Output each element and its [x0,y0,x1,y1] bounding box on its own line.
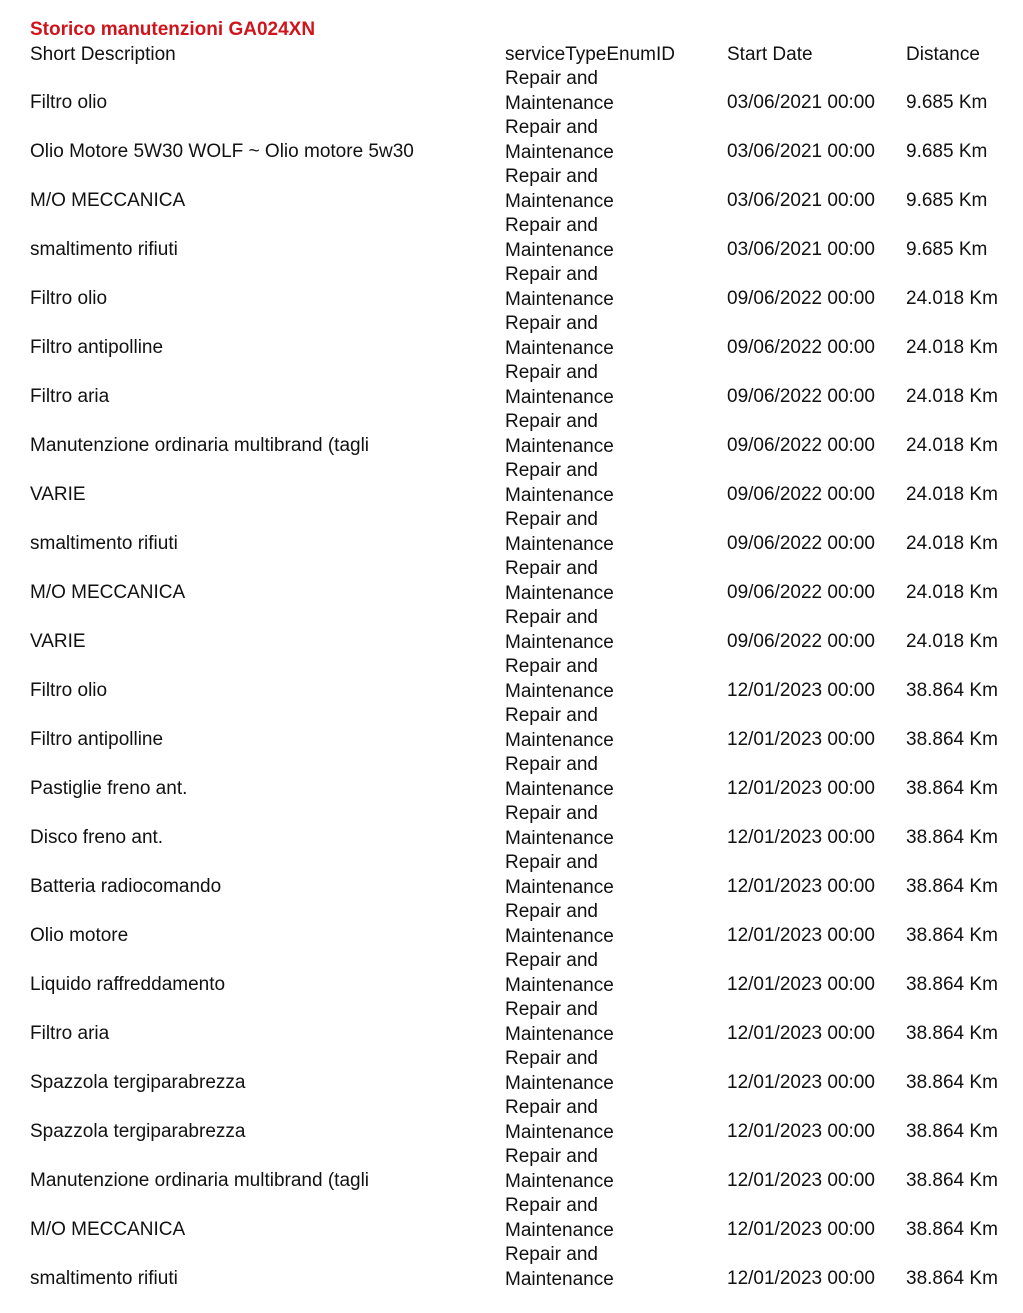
service-type-line-1: Repair and [505,754,598,775]
start-date-cell: 09/06/2022 00:00 [727,337,875,358]
service-type-line-2: Maintenance [505,239,614,261]
table-row [0,1145,1023,1194]
service-type-line-1: Repair and [505,1146,598,1167]
service-type-line-2: Maintenance [505,1121,614,1143]
service-type-line-2: Maintenance [505,1023,614,1045]
service-type-line-1: Repair and [505,901,598,922]
service-type-cell [505,1243,614,1292]
service-type-line-1: Repair and [505,656,598,677]
start-date-cell: 12/01/2023 00:00 [727,1170,875,1191]
service-type-cell [505,263,614,312]
table-row [0,606,1023,655]
description-cell: smaltimento rifiuti [30,533,178,554]
distance-cell: 9.685 Km [906,239,988,260]
start-date-cell: 09/06/2022 00:00 [727,582,875,603]
description-cell: VARIE [30,631,86,652]
table-row [0,67,1023,116]
service-type-line-2: Maintenance [505,386,614,408]
service-type-cell [505,851,614,900]
service-type-cell [505,1194,614,1243]
table-row [0,410,1023,459]
table-row [0,949,1023,998]
distance-cell: 38.864 Km [906,1170,998,1191]
distance-cell: 38.864 Km [906,1072,998,1093]
service-type-cell [505,557,614,606]
start-date-cell: 09/06/2022 00:00 [727,288,875,309]
service-type-line-2: Maintenance [505,435,614,457]
description-cell: Filtro aria [30,386,110,407]
service-type-cell [505,116,614,165]
service-type-line-2: Maintenance [505,876,614,898]
service-type-cell [505,1096,614,1145]
distance-cell: 38.864 Km [906,729,998,750]
table-row [0,1096,1023,1145]
service-type-line-2: Maintenance [505,1072,614,1094]
description-cell: Spazzola tergiparabrezza [30,1121,246,1142]
start-date-cell: 12/01/2023 00:00 [727,1072,875,1093]
service-type-line-2: Maintenance [505,190,614,212]
description-cell: smaltimento rifiuti [30,1268,178,1289]
distance-cell: 24.018 Km [906,288,998,309]
distance-cell: 38.864 Km [906,680,998,701]
table-row [0,753,1023,802]
table-row [0,998,1023,1047]
start-date-cell: 12/01/2023 00:00 [727,680,875,701]
service-type-line-1: Repair and [505,607,598,628]
description-cell: Manutenzione ordinaria multibrand (tagli [30,435,370,456]
table-row [0,655,1023,704]
table-row [0,704,1023,753]
service-type-cell [505,165,614,214]
distance-cell: 38.864 Km [906,1219,998,1240]
distance-cell: 38.864 Km [906,1268,998,1289]
description-cell: Filtro antipolline [30,729,164,750]
service-type-line-1: Repair and [505,215,598,236]
service-type-line-1: Repair and [505,999,598,1020]
service-type-line-1: Repair and [505,1048,598,1069]
distance-cell: 38.864 Km [906,876,998,897]
service-type-line-2: Maintenance [505,582,614,604]
service-type-line-2: Maintenance [505,925,614,947]
service-type-line-2: Maintenance [505,729,614,751]
description-cell: Spazzola tergiparabrezza [30,1072,246,1093]
service-type-line-1: Repair and [505,803,598,824]
table-row [0,557,1023,606]
description-cell: Liquido raffreddamento [30,974,226,995]
service-type-cell [505,67,614,116]
description-cell: M/O MECCANICA [30,190,186,211]
start-date-cell: 12/01/2023 00:00 [727,729,875,750]
start-date-cell: 03/06/2021 00:00 [727,92,875,113]
service-type-line-1: Repair and [505,362,598,383]
report-title: Storico manutenzioni GA024XN [30,19,316,40]
start-date-cell: 12/01/2023 00:00 [727,1121,875,1142]
service-type-line-1: Repair and [505,558,598,579]
start-date-cell: 12/01/2023 00:00 [727,827,875,848]
service-type-cell [505,459,614,508]
service-type-cell [505,753,614,802]
service-type-cell [505,410,614,459]
table-row [0,1047,1023,1096]
start-date-cell: 12/01/2023 00:00 [727,1268,875,1289]
table-row [0,459,1023,508]
service-type-cell [505,900,614,949]
start-date-cell: 12/01/2023 00:00 [727,974,875,995]
start-date-cell: 03/06/2021 00:00 [727,141,875,162]
column-header-start-date: Start Date [727,44,813,65]
start-date-cell: 03/06/2021 00:00 [727,190,875,211]
description-cell: Filtro olio [30,92,108,113]
service-type-line-2: Maintenance [505,631,614,653]
start-date-cell: 09/06/2022 00:00 [727,386,875,407]
table-row [0,312,1023,361]
service-type-cell [505,998,614,1047]
service-type-line-1: Repair and [505,950,598,971]
service-type-line-1: Repair and [505,1244,598,1265]
description-cell: Filtro olio [30,680,108,701]
description-cell: Filtro olio [30,288,108,309]
service-type-line-1: Repair and [505,68,598,89]
table-row [0,1243,1023,1292]
service-type-cell [505,1145,614,1194]
description-cell: M/O MECCANICA [30,582,186,603]
maintenance-table-body [0,67,1023,1292]
description-cell: VARIE [30,484,86,505]
service-type-cell [505,949,614,998]
column-header-distance: Distance [906,44,980,65]
service-type-cell [505,214,614,263]
table-row [0,802,1023,851]
table-row [0,900,1023,949]
service-type-cell [505,508,614,557]
description-cell: Pastiglie freno ant. [30,778,188,799]
service-type-line-2: Maintenance [505,778,614,800]
start-date-cell: 12/01/2023 00:00 [727,925,875,946]
service-type-line-2: Maintenance [505,92,614,114]
service-type-line-2: Maintenance [505,680,614,702]
table-row [0,165,1023,214]
start-date-cell: 03/06/2021 00:00 [727,239,875,260]
service-type-line-1: Repair and [505,460,598,481]
distance-cell: 24.018 Km [906,533,998,554]
table-row [0,263,1023,312]
start-date-cell: 12/01/2023 00:00 [727,778,875,799]
table-row [0,1194,1023,1243]
service-type-line-1: Repair and [505,509,598,530]
description-cell: Filtro antipolline [30,337,164,358]
service-type-line-1: Repair and [505,411,598,432]
column-header-service-type: serviceTypeEnumID [505,44,676,65]
distance-cell: 24.018 Km [906,631,998,652]
distance-cell: 38.864 Km [906,778,998,799]
start-date-cell: 09/06/2022 00:00 [727,533,875,554]
service-type-line-2: Maintenance [505,337,614,359]
distance-cell: 24.018 Km [906,582,998,603]
service-type-cell [505,655,614,704]
start-date-cell: 12/01/2023 00:00 [727,876,875,897]
table-header [0,43,1023,67]
service-type-cell [505,1047,614,1096]
table-row [0,361,1023,410]
description-cell: Olio motore [30,925,129,946]
start-date-cell: 09/06/2022 00:00 [727,631,875,652]
distance-cell: 24.018 Km [906,435,998,456]
service-type-line-1: Repair and [505,705,598,726]
service-type-line-1: Repair and [505,264,598,285]
service-type-line-2: Maintenance [505,288,614,310]
distance-cell: 9.685 Km [906,190,988,211]
distance-cell: 38.864 Km [906,974,998,995]
distance-cell: 24.018 Km [906,337,998,358]
description-cell: Disco freno ant. [30,827,164,848]
service-type-line-1: Repair and [505,1097,598,1118]
description-cell: smaltimento rifiuti [30,239,178,260]
service-type-cell [505,606,614,655]
service-type-line-2: Maintenance [505,1170,614,1192]
service-type-cell [505,361,614,410]
service-type-cell [505,312,614,361]
description-cell: Batteria radiocomando [30,876,222,897]
start-date-cell: 12/01/2023 00:00 [727,1219,875,1240]
description-cell: Manutenzione ordinaria multibrand (tagli [30,1170,370,1191]
service-type-line-1: Repair and [505,852,598,873]
table-row [0,851,1023,900]
service-type-line-2: Maintenance [505,827,614,849]
service-type-line-2: Maintenance [505,1219,614,1241]
description-cell: Filtro aria [30,1023,110,1044]
start-date-cell: 09/06/2022 00:00 [727,435,875,456]
distance-cell: 38.864 Km [906,1121,998,1142]
distance-cell: 38.864 Km [906,1023,998,1044]
service-type-line-1: Repair and [505,166,598,187]
description-cell: Olio Motore 5W30 WOLF ~ Olio motore 5w30 [30,141,414,162]
distance-cell: 38.864 Km [906,925,998,946]
service-type-cell [505,704,614,753]
service-type-cell [505,802,614,851]
service-type-line-2: Maintenance [505,974,614,996]
service-type-line-1: Repair and [505,313,598,334]
service-type-line-2: Maintenance [505,1268,614,1290]
table-row [0,214,1023,263]
column-header-short-description: Short Description [30,44,176,65]
distance-cell: 9.685 Km [906,92,988,113]
table-row [0,508,1023,557]
distance-cell: 9.685 Km [906,141,988,162]
service-type-line-2: Maintenance [505,484,614,506]
distance-cell: 24.018 Km [906,386,998,407]
service-type-line-1: Repair and [505,117,598,138]
table-row [0,116,1023,165]
distance-cell: 24.018 Km [906,484,998,505]
start-date-cell: 12/01/2023 00:00 [727,1023,875,1044]
service-type-line-2: Maintenance [505,141,614,163]
distance-cell: 38.864 Km [906,827,998,848]
service-type-line-1: Repair and [505,1195,598,1216]
start-date-cell: 09/06/2022 00:00 [727,484,875,505]
description-cell: M/O MECCANICA [30,1219,186,1240]
service-type-line-2: Maintenance [505,533,614,555]
